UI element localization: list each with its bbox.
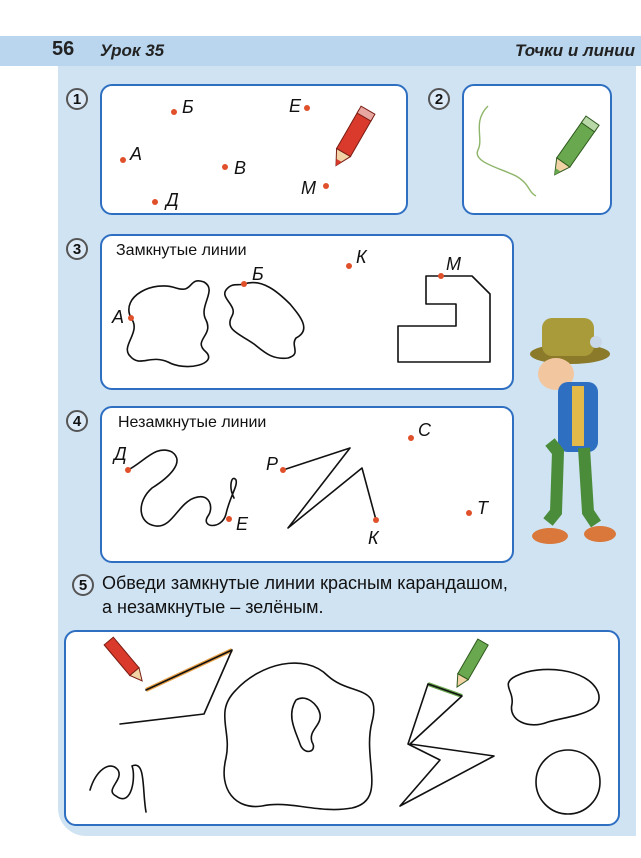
label-d: Д [166, 190, 179, 210]
page-number: 56 [52, 38, 75, 60]
label-e: Е [289, 96, 302, 116]
task-number-4: 4 [66, 410, 88, 432]
label-r-open: Р [266, 454, 279, 474]
open-angle-line [120, 650, 232, 724]
task-number-5: 5 [72, 574, 94, 596]
task3-title: Замкнутые линии [116, 242, 247, 259]
closed-kidney [508, 669, 599, 724]
closed-blob [224, 663, 374, 810]
label-a: А [130, 144, 143, 164]
label-s-open: С [418, 420, 431, 440]
label-b-closed: Б [252, 264, 264, 284]
task5-line-2: а незамкнутые – зелёным. [102, 597, 324, 617]
red-pencil-icon [104, 637, 147, 685]
label-v: В [234, 158, 247, 178]
label-k-open: К [368, 528, 379, 548]
task5-line-1: Обведи замкнутые линии красным карандашом, [102, 573, 508, 593]
label-d-open: Д [114, 444, 127, 464]
topic-title: Точки и линии [514, 41, 635, 60]
closed-zigzag [400, 684, 494, 806]
task4-title: Незамкнутые линии [118, 414, 267, 431]
label-b: Б [182, 97, 194, 117]
label-e-open: Е [236, 514, 249, 534]
label-m-closed: М [446, 254, 461, 274]
label-m: М [301, 178, 316, 198]
label-k-closed: К [356, 247, 367, 267]
label-a-closed: А [112, 307, 125, 327]
task-number-2: 2 [428, 88, 450, 110]
closed-inner-shape [292, 698, 321, 751]
green-pencil-icon [452, 639, 488, 690]
label-t-open: Т [477, 498, 488, 518]
open-squiggle [90, 765, 146, 812]
task-number-1: 1 [66, 88, 88, 110]
task-number-3: 3 [66, 238, 88, 260]
lesson-title: Урок 35 [100, 41, 165, 60]
closed-circle [536, 750, 600, 814]
